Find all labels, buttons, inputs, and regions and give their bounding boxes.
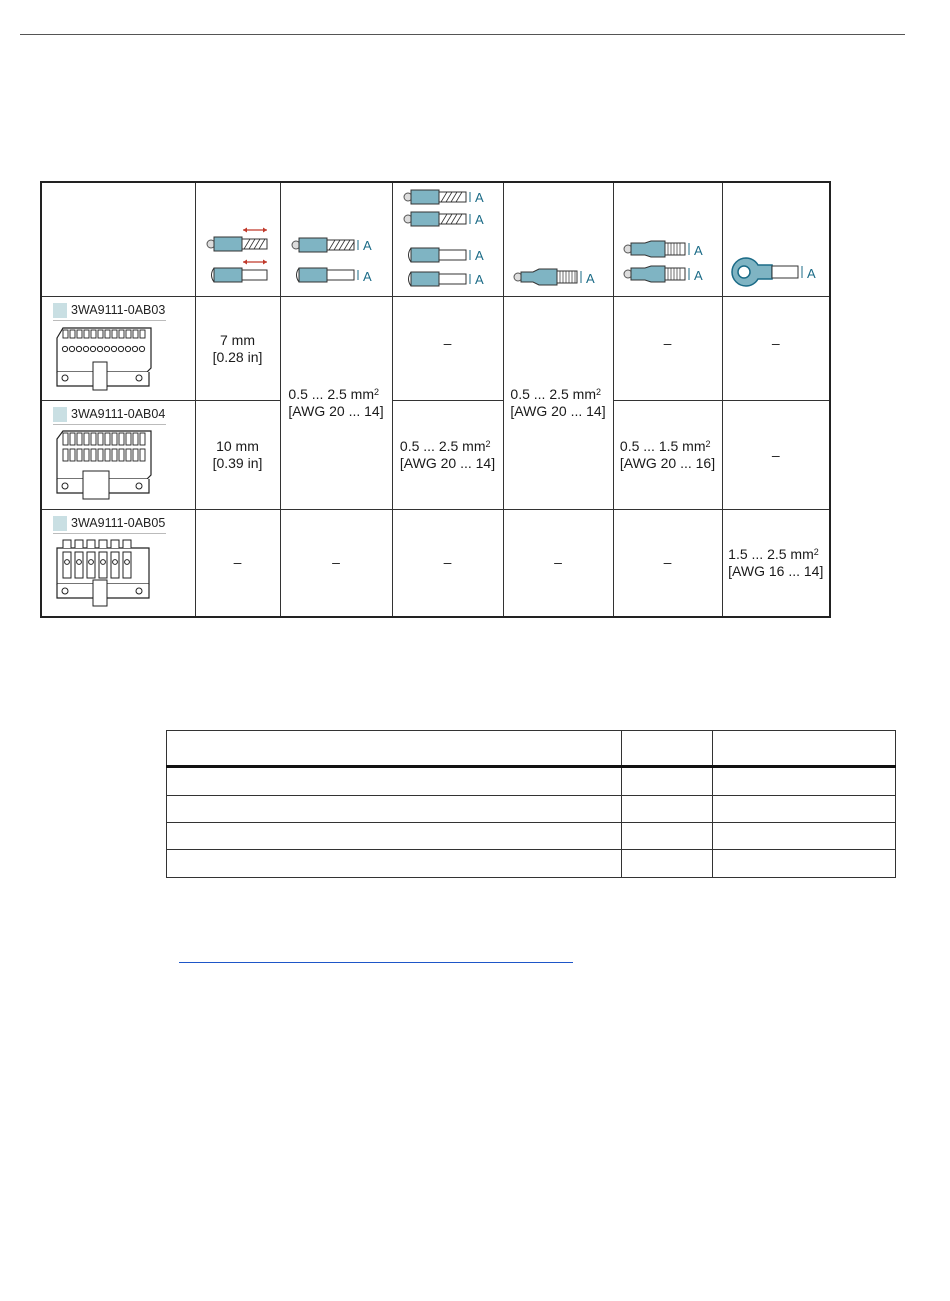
solid-stripped-cell: –: [195, 510, 280, 617]
header-pin-lug: [503, 182, 613, 297]
terminal-connection-table: [40, 181, 831, 618]
table-row: [41, 510, 830, 617]
ferrule-conductor-icon: [400, 186, 496, 292]
empty-specification-table: [166, 730, 896, 878]
ferrule-types-cell: 0.5 ... 2.5 $mm^2$ [AWG 20 ... 14]: [392, 401, 503, 510]
table-row: [41, 297, 830, 401]
table-header-row: [41, 182, 830, 297]
table-header-row: [167, 731, 896, 767]
solid-stripped-cell: 7 mm [0.28 in]: [195, 297, 280, 401]
table-row: [167, 766, 896, 795]
hyperlink-underline[interactable]: [179, 962, 573, 963]
svg-text:A: A: [693, 243, 703, 258]
ferrule-types-cell: –: [392, 297, 503, 401]
pin-cable-lug-icon: [510, 262, 606, 292]
svg-text:A: A: [474, 212, 484, 227]
pin-lug-cell: –: [503, 510, 613, 617]
table-row: [167, 850, 896, 878]
svg-text:A: A: [806, 266, 816, 281]
product-cell: [41, 297, 195, 401]
header-stranded: [280, 182, 392, 297]
svg-text:A: A: [693, 268, 703, 283]
product-cell: [41, 401, 195, 510]
table-row: [167, 795, 896, 822]
terminal-block-ab05-image: [53, 536, 153, 608]
svg-text:A: A: [363, 269, 372, 284]
product-cell: [41, 510, 195, 617]
ring-lug-cell: 1.5 ... 2.5 $mm^2$ [AWG 16 ... 14]: [722, 510, 830, 617]
terminal-block-ab03-image: [53, 324, 153, 392]
part-number-label: 3WA9111-0AB03: [53, 302, 169, 318]
ring-lug-cell: –: [722, 401, 830, 510]
part-number-label: 3WA9111-0AB05: [53, 515, 169, 531]
ferrule-collar-icon: [620, 238, 716, 292]
stranded-merged-cell: 0.5 ... 2.5 $mm^2$ [AWG 20 ... 14]: [280, 297, 392, 510]
stranded-conductor-icon: [288, 232, 384, 292]
svg-text:A: A: [474, 272, 484, 287]
ferrule-collar-cell: –: [613, 510, 722, 617]
header-ring-lug: [722, 182, 830, 297]
stripped-conductor-icon: [203, 222, 273, 292]
svg-text:A: A: [586, 271, 595, 286]
svg-text:A: A: [474, 248, 484, 263]
terminal-block-ab04-image: [53, 429, 153, 501]
svg-text:A: A: [474, 190, 484, 205]
header-ferrule-types: [392, 182, 503, 297]
header-solid-stripped: [195, 182, 280, 297]
ferrule-collar-cell: –: [613, 297, 722, 401]
solid-stripped-cell: 10 mm [0.39 in]: [195, 401, 280, 510]
table-row: [41, 401, 830, 510]
header-empty-cell: [41, 182, 195, 297]
stranded-cell: –: [280, 510, 392, 617]
header-ferrule-collar: [613, 182, 722, 297]
table-row: [167, 823, 896, 850]
header-rule: [20, 34, 905, 35]
ring-cable-lug-icon: [726, 252, 826, 292]
ring-lug-cell: –: [722, 297, 830, 401]
dimension-a-label: A: [363, 238, 372, 253]
pin-lug-merged-cell: 0.5 ... 2.5 $mm^2$ [AWG 20 ... 14]: [503, 297, 613, 510]
ferrule-types-cell: –: [392, 510, 503, 617]
ferrule-collar-cell: 0.5 ... 1.5 $mm^2$ [AWG 20 ... 16]: [613, 401, 722, 510]
part-number-label: 3WA9111-0AB04: [53, 406, 169, 422]
